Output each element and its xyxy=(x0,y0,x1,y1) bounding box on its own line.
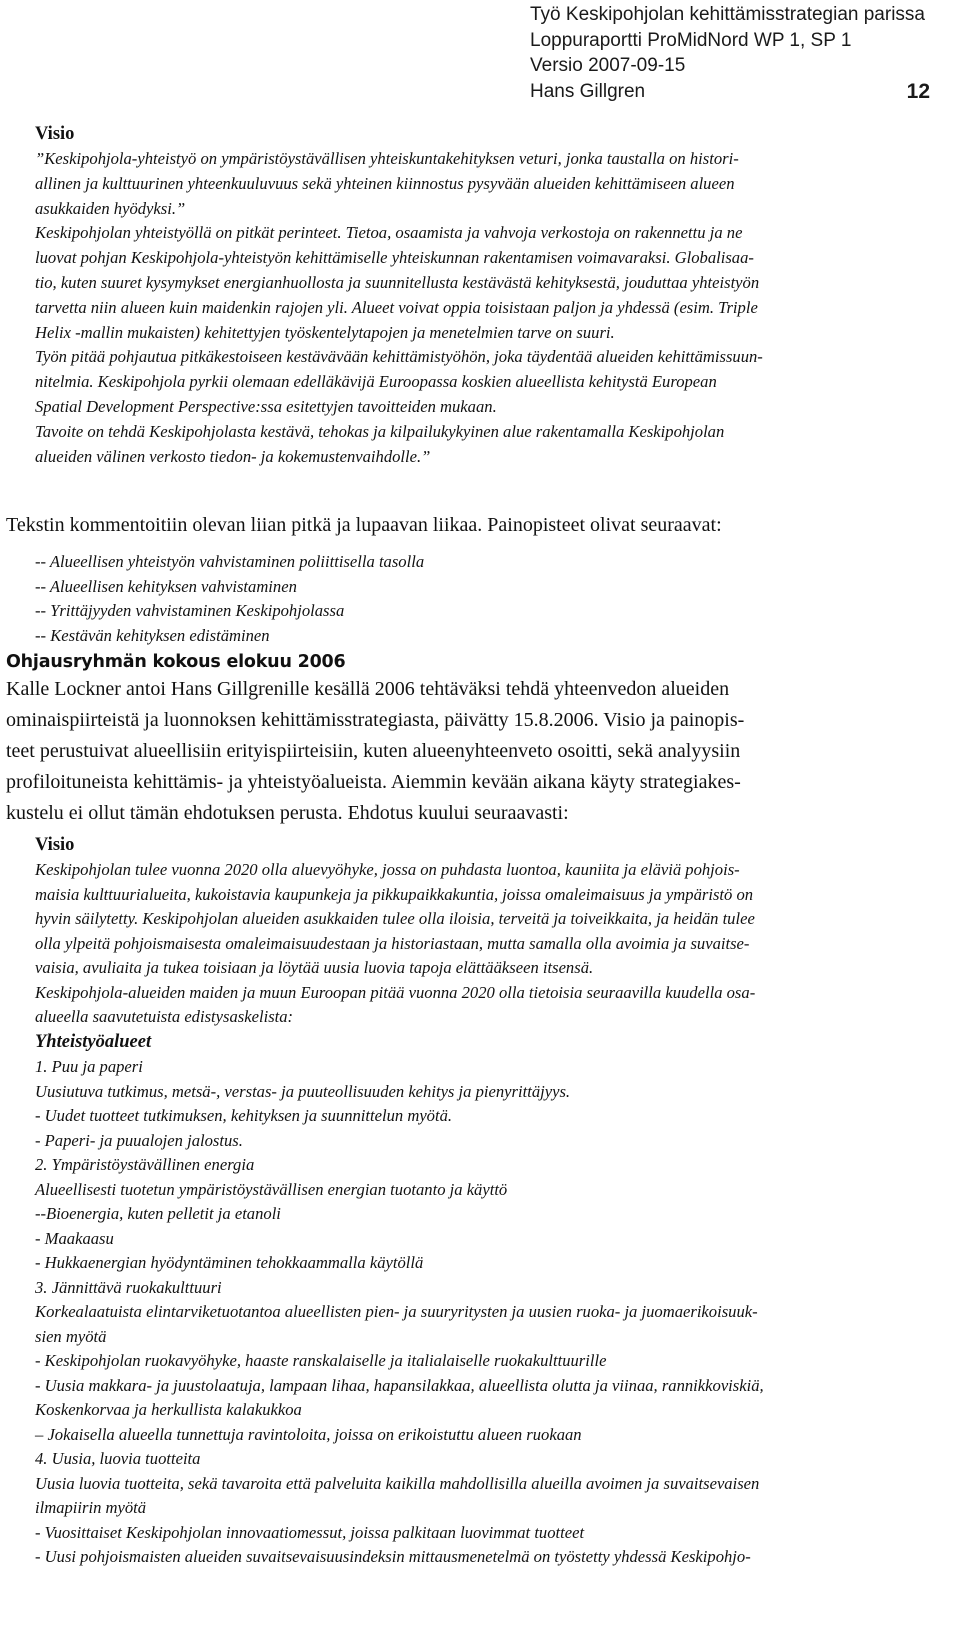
visio2-line: Keskipohjola-alueiden maiden ja muun Euroopan pitää vuonna 2020 olla tietoisia seuraavilla kuudella osa- xyxy=(35,982,756,1002)
visio2-heading: Visio xyxy=(35,835,75,855)
area-line: - Paperi- ja puualojen jalostus. xyxy=(35,1130,243,1150)
area-line: - Uudet tuotteet tutkimuksen, kehityksen ja suunnittelun myötä. xyxy=(35,1106,453,1125)
areas-section xyxy=(35,1030,930,1570)
visio2-line: maisia kulttuurialueita, kukoistavia kaupunkeja ja pikkupaikkakuntia, joissa omaleimaisuus ja ympäristö on xyxy=(35,884,754,904)
area-title: 4. Uusia, luovia tuotteita xyxy=(35,1449,201,1468)
area-line: ilmapiirin myötä xyxy=(35,1498,147,1517)
priority-item: -- Alueellisen kehityksen vahvistaminen xyxy=(35,576,297,596)
area-line: Uusia luovia tuotteita, sekä tavaroita että palveluita kaikilla mahdollisilla alueilla avoimen ja suvaitsevaisen xyxy=(35,1473,760,1493)
visio-line: alueiden välinen verkosto tiedon- ja kokemustenvaihdolle.” xyxy=(35,446,431,466)
area-line: - Uusi pohjoismaisten alueiden suvaitsevaisuusindeksin mittausmenetelmä on työstetty yhdessä Keskipohjo- xyxy=(35,1547,751,1566)
header-report: Loppuraportti ProMidNord WP 1, SP 1 xyxy=(530,29,852,51)
area-line: Koskenkorvaa ja herkullista kalakukkoa xyxy=(35,1400,302,1419)
visio-section-1 xyxy=(35,122,930,469)
meeting-line: kustelu ei ollut tämän ehdotuksen perusta. Ehdotus kuului seuraavasti: xyxy=(6,802,569,824)
area-line: - Maakaasu xyxy=(35,1228,114,1248)
visio-line: Helix -mallin mukaisten) kehitettyjen työskentelytapojen ja menetelmien tarve on suuri. xyxy=(35,322,615,342)
visio-line: Keskipohjolan yhteistyöllä on pitkät perinteet. Tietoa, osaamista ja vahvoja verkostoja on rakennettu ja ne xyxy=(35,223,743,243)
visio-line: nitelmia. Keskipohjola pyrkii olemaan edelläkävijä Euroopassa koskien alueellista kehitystä European xyxy=(35,372,717,392)
header-version: Versio 2007-09-15 xyxy=(530,55,686,76)
meeting-heading: Ohjausryhmän kokous elokuu 2006 xyxy=(6,652,346,672)
priority-item: -- Yrittäjyyden vahvistaminen Keskipohjolassa xyxy=(35,601,345,621)
area-line: Alueellisesti tuotetun ympäristöystävällisen energian tuotanto ja käyttö xyxy=(35,1179,508,1199)
area-title: 2. Ympäristöystävällinen energia xyxy=(35,1155,255,1174)
area-line: – Jokaisella alueella tunnettuja ravintoloita, joissa on erikoistuttu alueen ruokaan xyxy=(35,1424,582,1444)
meeting-line: teet perustuivat alueellisiin erityispiirteisiin, kuten alueenyhteenveto osoitti, sekä analyysiin xyxy=(6,740,741,762)
visio2-line: olla ylpeitä pohjoismaisesta omaleimaisuudestaan ja historiastaan, mutta samalla olla avoimia ja suvaitse- xyxy=(35,933,750,953)
visio-line: tarvetta niin alueen kuin maidenkin rajojen yli. Alueet voivat oppia toisistaan paljon ja yhdessä (esim. Triple xyxy=(35,297,758,317)
comment-section xyxy=(6,510,930,541)
visio-heading: Visio xyxy=(35,124,75,144)
meeting-line: ominaispiirteistä ja luonnoksen kehittämisstrategiasta, päivätty 15.8.2006. Visio ja painopis- xyxy=(6,709,745,731)
visio-line: asukkaiden hyödyksi.” xyxy=(35,198,186,218)
area-line: sien myötä xyxy=(35,1326,107,1346)
areas-heading: Yhteistyöalueet xyxy=(35,1032,152,1052)
area-line: Korkealaatuista elintarviketuotantoa alueellisten pien- ja suuryritysten ja uusien ruoka- ja juomaerikoisuuk- xyxy=(35,1302,758,1321)
header-author: Hans Gillgren xyxy=(530,80,646,102)
visio-quote xyxy=(35,147,930,469)
meeting-line: Kalle Lockner antoi Hans Gillgrenille kesällä 2006 tehtäväksi tehdä yhteenvedon alueiden xyxy=(6,678,730,700)
header-title: Työ Keskipohjolan kehittämisstrategian parissa xyxy=(530,4,925,25)
comment-text: Tekstin kommentoitiin olevan liian pitkä ja lupaavan liikaa. Painopisteet olivat seuraavat: xyxy=(6,514,722,536)
visio-line: tio, kuten suuret kysymykset energianhuollosta ja suunnitellusta kestävästä kehityksestä, jouduttaa yhteistyön xyxy=(35,272,760,292)
area-line: - Uusia makkara- ja juustolaatuja, lampaan lihaa, hapansilakkaa, alueellista olutta ja viinaa, rannikkoviskiä, xyxy=(35,1375,764,1395)
areas-body xyxy=(35,1055,930,1570)
visio-line: allinen ja kulttuurinen yhteenkuuluvuus sekä yhteinen kiinnostus pysyvään alueiden kehittämiseen alueen xyxy=(35,173,735,193)
area-title: 1. Puu ja paperi xyxy=(35,1057,143,1076)
meeting-section xyxy=(6,650,930,829)
visio2-line: alueella saavutetuista edistysaskelista: xyxy=(35,1007,294,1026)
area-title: 3. Jännittävä ruokakulttuuri xyxy=(35,1277,222,1297)
priority-item: -- Kestävän kehityksen edistäminen xyxy=(35,625,270,645)
visio2-body xyxy=(35,858,930,1030)
visio-line: Työn pitää pohjautua pitkäkestoiseen kestävävään kehittämistyöhön, joka täydentää alueiden kehittämissuun- xyxy=(35,347,763,367)
area-line: - Hukkaenergian hyödyntäminen tehokkaammalla käytöllä xyxy=(35,1253,424,1272)
meeting-line: profiloituneista kehittämis- ja yhteistyöalueista. Aiemmin kevään aikana käyty strategiakes- xyxy=(6,771,741,793)
visio-line: Spatial Development Perspective:ssa esitettyjen tavoitteiden mukaan. xyxy=(35,396,497,416)
visio-section-2 xyxy=(35,833,930,1030)
area-line: - Vuosittaiset Keskipohjolan innovaatiomessut, joissa palkitaan luovimmat tuotteet xyxy=(35,1522,585,1542)
priority-list xyxy=(35,550,930,648)
header-author-row xyxy=(530,79,930,105)
visio-line: ”Keskipohjola-yhteistyö on ympäristöystävällisen yhteiskuntakehityksen veturi, jonka taustalla on histori- xyxy=(35,149,739,168)
area-line: --Bioenergia, kuten pelletit ja etanoli xyxy=(35,1204,281,1223)
visio2-line: Keskipohjolan tulee vuonna 2020 olla aluevyöhyke, jossa on puhdasta luontoa, kauniita ja eläviä pohjois- xyxy=(35,860,740,879)
meeting-body xyxy=(6,674,930,829)
priority-item: -- Alueellisen yhteistyön vahvistaminen poliittisella tasolla xyxy=(35,552,425,571)
visio2-line: vaisia, avuliaita ja tukea toisiaan ja löytää uusia luovia tapoja elättääkseen itsensä. xyxy=(35,958,594,977)
visio2-line: hyvin säilytetty. Keskipohjolan alueiden asukkaiden tulee olla iloisia, terveitä ja toiveikkaita, ja heidän tulee xyxy=(35,909,755,928)
visio-line: luovat pohjan Keskipohjola-yhteistyön kehittämiselle yhteiskunnan rakentamisen voimavaraksi. Globalisaa- xyxy=(35,248,754,268)
page-header xyxy=(530,2,930,104)
page-number: 12 xyxy=(906,79,930,103)
area-line: - Keskipohjolan ruokavyöhyke, haaste ranskalaiselle ja italialaiselle ruokakulttuurille xyxy=(35,1351,607,1370)
area-line: Uusiutuva tutkimus, metsä-, verstas- ja puuteollisuuden kehitys ja pienyrittäjyys. xyxy=(35,1081,571,1101)
visio-line: Tavoite on tehdä Keskipohjolasta kestävä, tehokas ja kilpailukykyinen alue rakentamalla Keskipohjolan xyxy=(35,421,725,441)
